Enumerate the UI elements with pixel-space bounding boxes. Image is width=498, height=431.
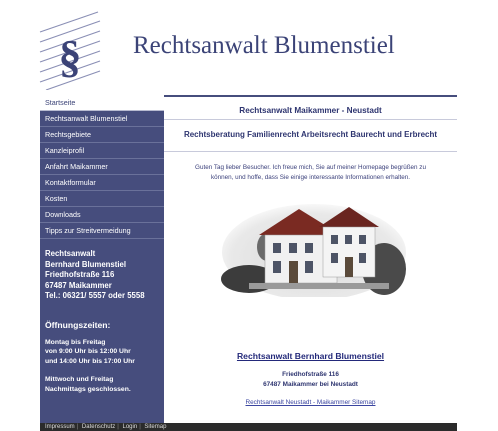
hours-line: von 9:00 Uhr bis 12:00 Uhr: [45, 348, 131, 355]
lawyer-name-link[interactable]: Rechtsanwalt Bernhard Blumenstiel: [236, 351, 385, 361]
opening-hours: [40, 338, 164, 367]
address-line: 67487 Maikammer bei Neustadt: [263, 381, 358, 388]
main-content: [164, 95, 457, 425]
nav-item-kontaktformular[interactable]: Kontaktformular: [40, 175, 164, 191]
sidebar: [40, 95, 164, 423]
address-line: Friedhofstraße 116: [45, 270, 115, 279]
divider: [164, 119, 457, 120]
nav-item-tipps-streitvermeidung[interactable]: Tipps zur Streitvermeidung: [40, 223, 164, 239]
intro-line: können, und hoffe, dass Sie einige interessante Informationen erhalten.: [210, 174, 411, 181]
nav-item-rechtsgebiete[interactable]: Rechtsgebiete: [40, 127, 164, 143]
divider: [164, 151, 457, 152]
page-header: [0, 0, 498, 95]
svg-text:§: §: [58, 31, 82, 82]
hours-line: und 14:00 Uhr bis 17:00 Uhr: [45, 357, 135, 365]
opening-hours-title: Öffnungszeiten:: [45, 319, 111, 330]
content-subtitle: Rechtsberatung Familienrecht Arbeitsrecht Baurecht und Erbrecht: [183, 130, 438, 139]
hours-line: Mittwoch und Freitag: [45, 376, 114, 383]
office-building-photo: [219, 197, 409, 297]
page-footer: Impressum | Datenschutz | Login | Sitemap: [40, 423, 457, 431]
main-navigation: [40, 95, 164, 239]
sidebar-address: [40, 249, 164, 302]
nav-item-rechtsanwalt-blumenstiel[interactable]: Rechtsanwalt Blumenstiel: [40, 111, 164, 127]
footer-link-datenschutz[interactable]: Datenschutz: [81, 424, 116, 430]
footer-link-login[interactable]: Login: [122, 424, 138, 430]
site-title: Rechtsanwalt Blumenstiel: [133, 32, 395, 59]
address-line: Bernhard Blumenstiel: [45, 259, 127, 269]
hours-line: Nachmittags geschlossen.: [45, 385, 131, 393]
nav-item-startseite[interactable]: Startseite: [40, 95, 164, 111]
footer-link-sitemap[interactable]: Sitemap: [144, 424, 167, 430]
phone-line: Tel.: 06321/ 5557 oder 5558: [45, 291, 145, 300]
intro-text: [172, 163, 449, 183]
nav-item-downloads[interactable]: Downloads: [40, 207, 164, 223]
nav-item-kanzleiprofil[interactable]: Kanzleiprofil: [40, 143, 164, 159]
address-line: Friedhofstraße 116: [282, 371, 339, 378]
nav-item-anfahrt-maikammer[interactable]: Anfahrt Maikammer: [40, 159, 164, 175]
intro-line: Guten Tag lieber Besucher. Ich freue mich, Sie auf meiner Homepage begrüßen zu: [195, 164, 426, 171]
footer-link-impressum[interactable]: Impressum: [45, 424, 75, 430]
content-address: [164, 370, 457, 390]
content-title: Rechtsanwalt Maikammer - Neustadt: [239, 106, 382, 115]
nav-item-kosten[interactable]: Kosten: [40, 191, 164, 207]
address-line: Rechtsanwalt: [45, 249, 96, 258]
closed-hours-note: [40, 375, 164, 394]
paragraph-logo-icon: [36, 10, 106, 90]
address-line: 67487 Maikammer: [45, 280, 112, 290]
hours-line: Montag bis Freitag: [45, 338, 106, 346]
sitemap-link[interactable]: Rechtsanwalt Neustadt - Maikammer Sitemap: [245, 399, 376, 406]
